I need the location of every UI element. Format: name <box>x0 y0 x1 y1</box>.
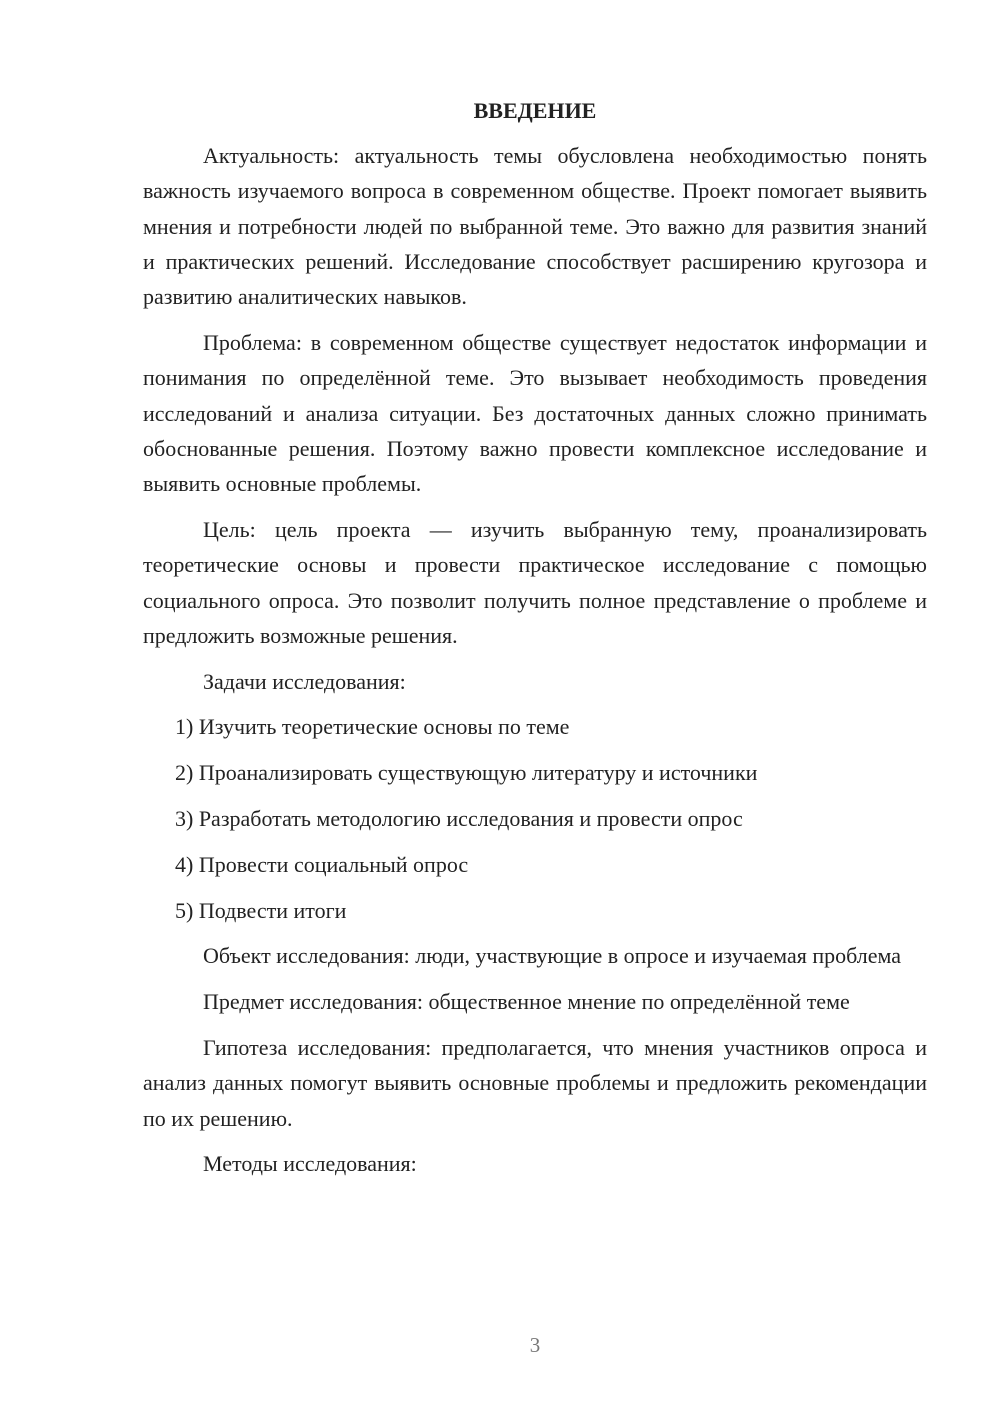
page-number: 3 <box>529 1333 541 1357</box>
list-item: 3) Разработать методологию исследования и провести опрос <box>175 806 743 832</box>
paragraph-methods: Методы исследования: <box>203 1151 417 1177</box>
list-item: 2) Проанализировать существующую литературу и источники <box>175 760 758 786</box>
tasks-list <box>143 709 927 927</box>
paragraph-tasks-heading: Задачи исследования: <box>203 668 406 694</box>
paragraph-subject: Предмет исследования: общественное мнение по определённой теме <box>203 989 850 1015</box>
section-title: ВВЕДЕНИЕ <box>473 98 597 123</box>
paragraph-problem: Проблема: в современном обществе существует недостаток информации и понимания по определённой теме. Это вызывает необходимость проведения исследований и анализа ситуации. Без достаточных данных сложно принимать обоснованные решения. Поэтому важно провести комплексное исследование и выявить основные проблемы. <box>143 329 927 497</box>
page-content <box>143 93 927 1192</box>
list-item: 1) Изучить теоретические основы по теме <box>175 714 570 740</box>
paragraph-hypothesis: Гипотеза исследования: предполагается, что мнения участников опроса и анализ данных помогут выявить основные проблемы и предложить рекомендации по их решению. <box>143 1035 927 1131</box>
paragraph-object: Объект исследования: люди, участвующие в опросе и изучаемая проблема <box>203 943 902 969</box>
list-item: 4) Провести социальный опрос <box>175 851 469 877</box>
paragraph-relevance: Актуальность: актуальность темы обусловлена необходимостью понять важность изучаемого вопроса в современном обществе. Проект помогает выявить мнения и потребности людей по выбранной теме. Это важно для развития знаний и практических решений. Исследование способствует расширению кругозора и развитию аналитических навыков. <box>143 143 927 310</box>
paragraph-goal: Цель: цель проекта — изучить выбранную тему, проанализировать теоретические основы и провести практическое исследование с помощью социального опроса. Это позволит получить полное представление о проблеме и предложить возможные решения. <box>143 516 927 648</box>
list-item: 5) Подвести итоги <box>175 897 347 923</box>
